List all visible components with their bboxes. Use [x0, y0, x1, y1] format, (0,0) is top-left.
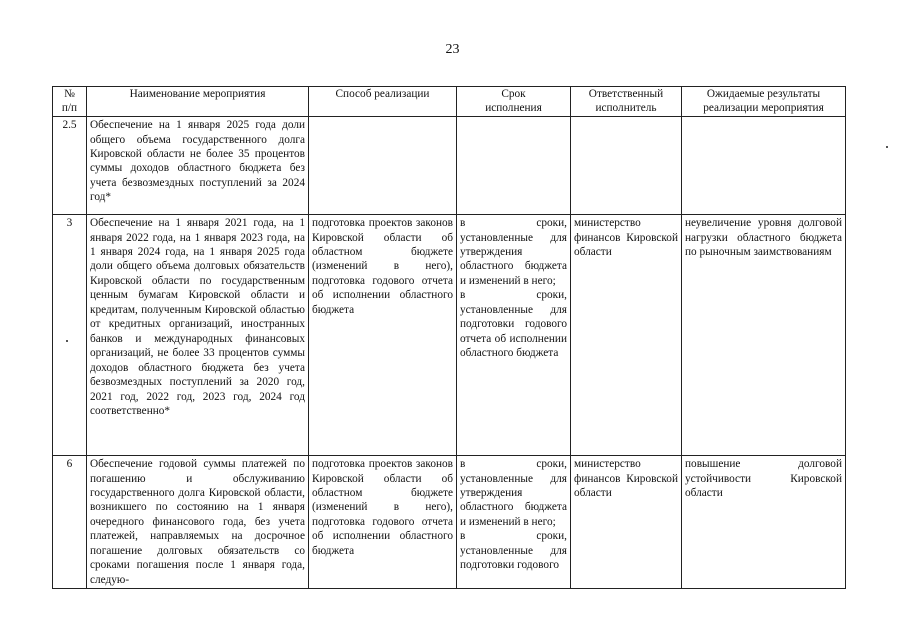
row-responsible: министерство финансов Кировской области [571, 215, 682, 456]
row-name: Обеспечение на 1 января 2025 года доли общего объема государственного долга Кировской области не более 35 процентов суммы доходов областного бюджета без учета безвозмездных поступлений за 2024 год* [87, 117, 309, 215]
row-num: 2.5 [53, 117, 87, 215]
row-results [682, 117, 846, 215]
header-num: № п/п [53, 87, 87, 117]
row-num: 3 [53, 215, 87, 456]
row-responsible [571, 117, 682, 215]
row-deadline: в сроки, установленные для утверждения областного бюджета и изменений в него; в сроки, установленные для подготовки годового отчета об исполнении областного бюджета [457, 215, 571, 456]
row-results: неувеличение уровня долговой нагрузки областного бюджета по рыночным заимствованиям [682, 215, 846, 456]
row-deadline [457, 117, 571, 215]
row-method: подготовка проектов законов Кировской области об областном бюджете (изменений в него), подготовка годового отчета об исполнении областного бюджета [309, 215, 457, 456]
row-name: Обеспечение на 1 января 2021 года, на 1 января 2022 года, на 1 января 2023 года, на 1 января 2024 года, на 1 января 2025 года доли общего объема долговых обязательств Кировской области по государственным ценным бумагам Кировской области и кредитам, полученным Кировской областью от кредитных организаций, иностранных банков и международных финансовых организаций, не более 33 процентов суммы доходов областного бюджета без учета безвозмездных поступлений за 2020 год, 2021 год, 2022 год, 2023 год, 2024 год соответственно* [87, 215, 309, 456]
header-responsible: Ответственный исполнитель [571, 87, 682, 117]
page-number: 23 [445, 42, 460, 57]
scan-speck [886, 146, 888, 148]
row-results: повышение долговой устойчивости Кировской области [682, 456, 846, 589]
header-name: Наименование мероприятия [87, 87, 309, 117]
row-deadline: в сроки, установленные для утверждения областного бюджета и изменений в него; в сроки, установленные для подготовки годового [457, 456, 571, 589]
row-name: Обеспечение годовой суммы платежей по погашению и обслуживанию государственного долга Кировской области, возникшего по состоянию на 1 января очередного финансового года, без учета платежей, направляемых на досрочное погашение долговых обязательств со сроками погашения после 1 января года, следую- [87, 456, 309, 589]
row-num: 6 [53, 456, 87, 589]
header-deadline: Срок исполнения [457, 87, 571, 117]
measures-table [52, 86, 846, 589]
scan-speck [66, 340, 68, 342]
table-header-row [53, 87, 846, 117]
row-responsible: министерство финансов Кировской области [571, 456, 682, 589]
row-method [309, 117, 457, 215]
table-row [53, 456, 846, 589]
table-row [53, 117, 846, 215]
row-method: подготовка проектов законов Кировской области об областном бюджете (изменений в него), подготовка годового отчета об исполнении областного бюджета [309, 456, 457, 589]
header-method: Способ реализации [309, 87, 457, 117]
header-results: Ожидаемые результаты реализации мероприятия [682, 87, 846, 117]
table-row [53, 215, 846, 456]
